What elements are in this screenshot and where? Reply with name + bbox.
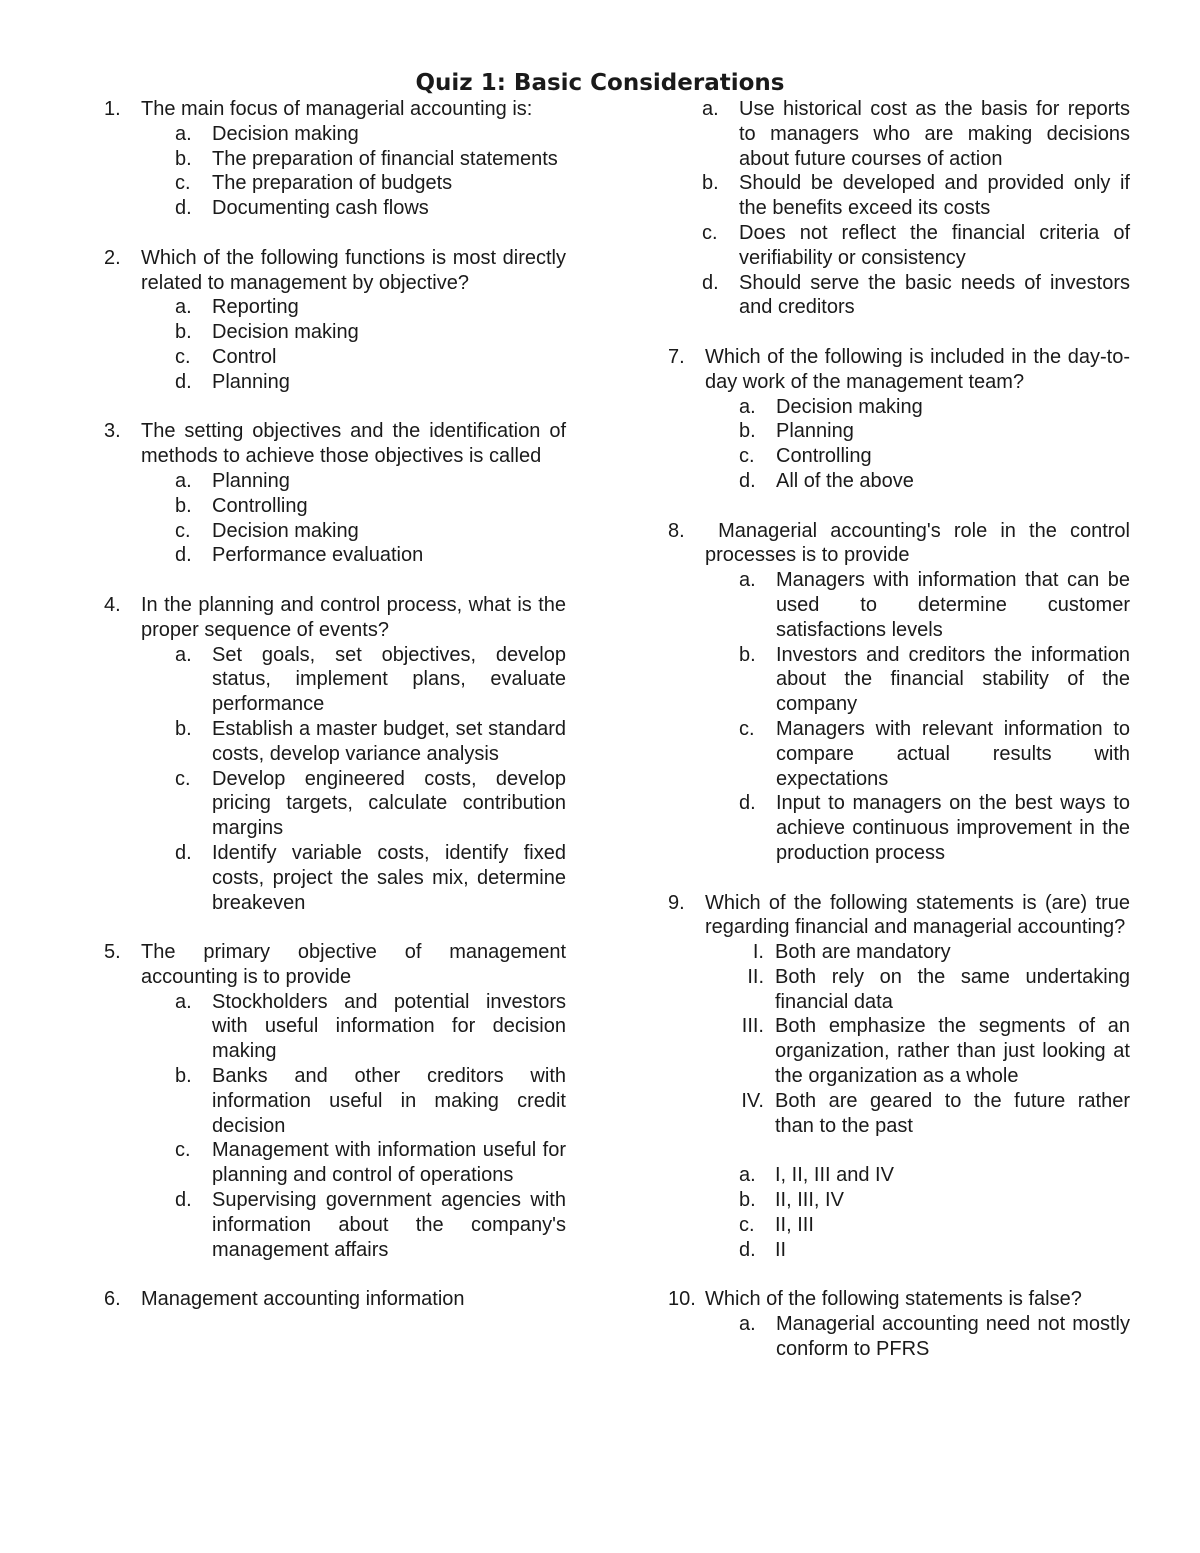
option-letter: c. [175, 767, 191, 790]
option-list [705, 1163, 1130, 1262]
option-b [668, 1188, 1130, 1213]
option-text: Develop engineered costs, develop pricing targets, calculate contribution margins [212, 767, 566, 840]
question-number: 9. [668, 891, 685, 914]
question-9 [668, 891, 1130, 1263]
option-b [141, 147, 566, 172]
option-letter: d. [702, 271, 719, 294]
option-letter: b. [702, 172, 719, 195]
question-8 [668, 519, 1136, 866]
option-letter: b. [739, 643, 756, 666]
question-text: The primary objective of management accounting is to provide [141, 941, 566, 988]
option-letter: c. [175, 345, 191, 368]
option-letter: a. [702, 98, 719, 120]
question-text: The setting objectives and the identification of methods to achieve those objectives is called [141, 420, 566, 468]
statement-text: Both are geared to the future rather than to the past [775, 1089, 1130, 1137]
statement-number: IV. [741, 1089, 764, 1112]
question-text: Which of the following statements is false? [705, 1288, 1082, 1311]
question-3 [104, 419, 566, 568]
option-d [668, 1238, 1130, 1263]
option-text: Should be developed and provided only if the benefits exceed its costs [739, 172, 1130, 220]
option-d [141, 370, 566, 395]
option-b [668, 171, 1130, 221]
option-text: Does not reflect the financial criteria of verifiability or consistency [739, 221, 1130, 269]
statement-text: Both rely on the same undertaking financial data [775, 965, 1130, 1013]
right-column [668, 97, 1136, 1386]
option-text: Decision making [212, 519, 359, 542]
option-c [705, 717, 1130, 791]
option-text: Set goals, set objectives, develop status, implement plans, evaluate performance [212, 643, 566, 716]
option-text: II, III, IV [775, 1189, 844, 1212]
option-d [705, 469, 1130, 494]
option-text: Performance evaluation [212, 544, 424, 567]
statement-number: II. [747, 965, 764, 988]
left-column [104, 97, 566, 1337]
option-text: The preparation of financial statements [212, 147, 558, 170]
statement-number: I. [752, 941, 764, 964]
option-b [141, 717, 566, 767]
option-text: Banks and other creditors with information useful in making credit decision [212, 1065, 566, 1137]
option-list [141, 122, 566, 221]
option-text: All of the above [776, 469, 914, 492]
option-c [141, 171, 566, 196]
option-d [141, 196, 566, 221]
question-number: 4. [104, 593, 121, 616]
statement-iv [668, 1089, 1130, 1139]
question-text: Which of the following statements is (are) true regarding financial and managerial accounting? [705, 891, 1130, 939]
option-letter: d. [175, 544, 192, 567]
option-letter: b. [175, 717, 192, 740]
page-title: Quiz 1: Basic Considerations [415, 70, 785, 96]
question-2 [104, 246, 566, 395]
option-c [141, 519, 566, 544]
question-6-options [668, 97, 1130, 320]
option-letter: a. [739, 395, 756, 418]
option-text: Management with information useful for planning and control of operations [212, 1139, 566, 1187]
option-c [141, 767, 566, 841]
option-b [705, 643, 1130, 717]
option-a [141, 295, 566, 320]
option-text: Input to managers on the best ways to achieve continuous improvement in the production process [776, 792, 1130, 864]
option-letter: d. [739, 1238, 756, 1261]
option-letter: b. [175, 1065, 192, 1088]
option-a [668, 97, 1130, 171]
option-b [141, 320, 566, 345]
option-b [705, 419, 1130, 444]
option-text: Identify variable costs, identify fixed costs, project the sales mix, determine breakeven [212, 841, 566, 914]
question-number: 1. [104, 98, 121, 120]
question-10 [668, 1287, 1130, 1361]
option-text: Stockholders and potential investors with useful information for decision making [212, 990, 566, 1063]
option-text: Decision making [776, 395, 923, 418]
question-number: 8. [668, 519, 685, 542]
option-letter: c. [175, 1139, 191, 1162]
statement-list [705, 940, 1130, 1138]
option-a [668, 1163, 1130, 1188]
statement-number: III. [741, 1015, 764, 1038]
option-c [141, 1138, 566, 1188]
statement-ii [668, 965, 1130, 1015]
option-text: The preparation of budgets [212, 172, 453, 195]
option-list [705, 1312, 1130, 1362]
option-letter: b. [739, 1189, 756, 1212]
option-letter: b. [739, 420, 756, 443]
option-letter: c. [702, 221, 718, 244]
option-text: Investors and creditors the information about the financial stability of the company [776, 643, 1130, 716]
option-a [141, 643, 566, 717]
option-letter: b. [175, 147, 192, 170]
question-7 [668, 345, 1130, 494]
option-b [141, 1064, 566, 1138]
option-letter: a. [175, 122, 192, 145]
option-letter: b. [175, 494, 192, 517]
question-text: The main focus of managerial accounting is: [141, 98, 533, 120]
option-a [141, 122, 566, 147]
option-list [141, 469, 566, 568]
option-letter: d. [739, 792, 756, 815]
statement-text: Both are mandatory [775, 941, 951, 964]
option-text: Decision making [212, 122, 359, 145]
question-text: Managerial accounting's role in the control processes is to provide [705, 519, 1136, 567]
option-c [668, 1213, 1130, 1238]
question-number: 5. [104, 941, 121, 964]
option-letter: b. [175, 321, 192, 344]
statement-i [668, 940, 1130, 965]
option-d [141, 841, 566, 915]
option-list [705, 568, 1130, 866]
spacer [705, 1138, 1130, 1163]
option-text: Controlling [776, 445, 872, 468]
option-d [141, 543, 566, 568]
option-letter: c. [175, 172, 191, 195]
option-text: Establish a master budget, set standard costs, develop variance analysis [212, 717, 566, 765]
option-a [705, 568, 1130, 642]
option-c [141, 345, 566, 370]
option-text: Control [212, 345, 277, 368]
option-text: Use historical cost as the basis for reports to managers who are making decisions about future courses of action [739, 98, 1130, 170]
question-number: 2. [104, 246, 121, 269]
option-d [668, 271, 1130, 321]
option-letter: a. [739, 1164, 756, 1187]
option-letter: a. [739, 569, 756, 592]
option-b [141, 494, 566, 519]
option-text: Decision making [212, 321, 359, 344]
option-a [705, 1312, 1130, 1362]
option-text: Planning [212, 370, 290, 393]
option-letter: d. [175, 1189, 192, 1212]
option-text: Planning [776, 420, 854, 443]
question-number: 3. [104, 420, 121, 443]
option-text: Managers with relevant information to compare actual results with expectations [776, 717, 1130, 790]
option-letter: d. [739, 469, 756, 492]
question-number: 6. [104, 1288, 121, 1311]
option-letter: c. [739, 445, 755, 468]
question-text: Management accounting information [141, 1288, 465, 1311]
option-a [705, 395, 1130, 420]
option-list [141, 295, 566, 394]
option-list [141, 990, 566, 1263]
option-letter: a. [175, 643, 192, 666]
option-letter: c. [739, 717, 755, 740]
option-a [141, 469, 566, 494]
option-letter: a. [175, 990, 192, 1013]
statement-text: Both emphasize the segments of an organization, rather than just looking at the organization as a whole [775, 1015, 1130, 1088]
option-d [141, 1188, 566, 1262]
option-letter: a. [739, 1313, 756, 1336]
statement-iii [668, 1014, 1130, 1088]
option-c [668, 221, 1130, 271]
question-text: Which of the following functions is most directly related to management by objective? [141, 246, 566, 294]
option-text: I, II, III and IV [775, 1164, 894, 1187]
option-text: Planning [212, 469, 290, 492]
option-text: Managers with information that can be used to determine customer satisfactions levels [776, 569, 1130, 641]
option-text: Should serve the basic needs of investors and creditors [739, 271, 1130, 319]
option-letter: d. [175, 370, 192, 393]
option-letter: d. [175, 197, 192, 220]
option-text: Controlling [212, 494, 308, 517]
question-4 [104, 593, 566, 915]
option-text: Documenting cash flows [212, 197, 429, 220]
option-list [705, 395, 1130, 494]
question-number: 7. [668, 345, 685, 368]
question-6 [104, 1287, 566, 1312]
option-letter: c. [175, 519, 191, 542]
option-list [141, 643, 566, 916]
question-text: In the planning and control process, what is the proper sequence of events? [141, 593, 566, 641]
option-letter: a. [175, 296, 192, 319]
option-text: II [775, 1238, 787, 1261]
option-text: Reporting [212, 296, 299, 319]
question-5 [104, 940, 566, 1262]
option-c [705, 444, 1130, 469]
option-text: II, III [775, 1213, 814, 1236]
option-text: Supervising government agencies with information about the company's management affairs [212, 1189, 566, 1261]
question-1 [104, 97, 566, 221]
option-letter: c. [739, 1213, 755, 1236]
question-text: Which of the following is included in the day-to-day work of the management team? [705, 345, 1130, 393]
question-number: 10. [668, 1288, 696, 1311]
option-text: Managerial accounting need not mostly conform to PFRS [776, 1313, 1130, 1360]
option-a [141, 990, 566, 1064]
option-letter: d. [175, 841, 192, 864]
option-letter: a. [175, 469, 192, 492]
option-d [705, 791, 1130, 865]
